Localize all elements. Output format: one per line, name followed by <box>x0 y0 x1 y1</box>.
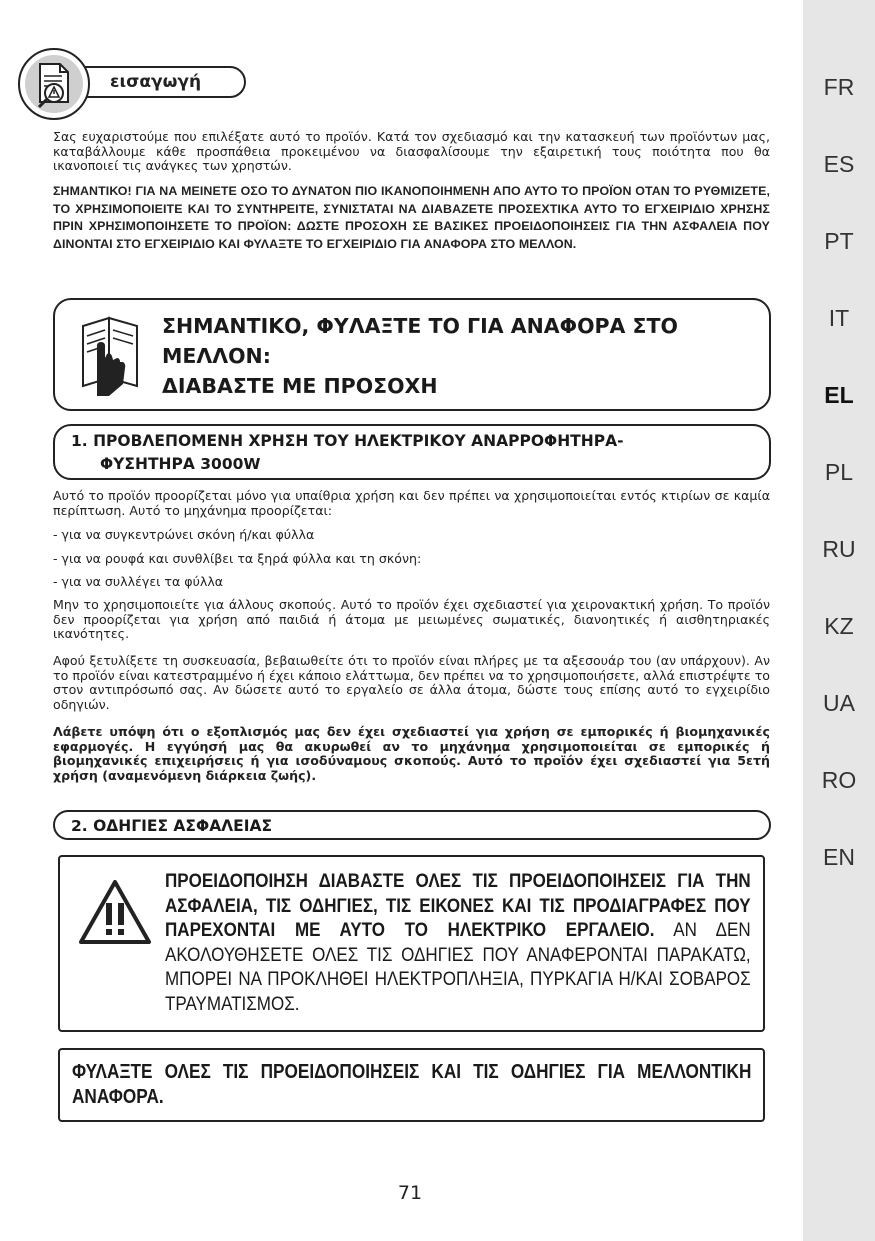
important-box-line-2: ΜΕΛΛΟΝ: <box>162 344 271 368</box>
lang-tab-el[interactable]: EL <box>824 382 854 408</box>
important-box-line-3: ΔΙΑΒΑΣΤΕ ΜΕ ΠΡΟΣΟΧΗ <box>162 374 438 398</box>
lang-tab-es[interactable]: ES <box>823 151 855 177</box>
language-sidebar <box>803 0 875 1241</box>
section-1-paragraph-1: Αυτό το προϊόν προορίζεται μόνο για υπαίθρια χρήση και δεν πρέπει να χρησιμοποιείται εντός κτιρίων σε καμία περίπτωση. Αυτό το μηχάνημα προορίζεται: <box>53 488 770 518</box>
section-2-header <box>53 810 771 840</box>
intro-thanks-paragraph: Σας ευχαριστούμε που επιλέξατε αυτό το προϊόν. Κατά τον σχεδιασμό και την κατασκευή των προϊόντων μας, καταβάλλουμε κάθε προσπάθεια προκειμένου να διασφαλίσουμε την εξαιρετική τους ποιότητα που θα ικανοποιεί τις ανάγκες των χρηστών. <box>53 129 770 174</box>
keep-instructions-box <box>58 1048 765 1122</box>
lang-tab-ru[interactable]: RU <box>822 536 856 562</box>
lang-tab-fr[interactable]: FR <box>823 74 855 100</box>
lang-tab-ua[interactable]: UA <box>823 690 855 716</box>
section-1-paragraph-4: Λάβετε υπόψη ότι ο εξοπλισμός μας δεν έχει σχεδιαστεί για χρήση σε εμπορικές ή βιομηχανικές εφαρμογές. Η εγγύησή μας θα ακυρωθεί αν το μηχάνημα χρησιμοποιείται σε εμπορικές ή βιομηχανικές επιχειρήσεις ή για ισοδύναμους σκοπούς. Αυτό το προϊόν έχει σχεδιαστεί για 5ετή χρήση (αναμενόμενη διάρκεια ζωής). <box>53 724 770 783</box>
lang-tab-it[interactable]: IT <box>828 305 850 331</box>
bullet-item: - για να συγκεντρώνει σκόνη ή/και φύλλα <box>53 527 315 542</box>
intro-pill <box>68 66 246 98</box>
safety-warning-text: ΠΡΟΕΙΔΟΠΟΙΗΣΗ ΔΙΑΒΑΣΤΕ ΟΛΕΣ ΤΙΣ ΠΡΟΕΙΔΟΠΟΙΗΣΕΙΣ ΓΙΑ ΤΗΝ ΑΣΦΑΛΕΙΑ, ΤΙΣ ΟΔΗΓΙΕΣ, ΤΙΣ ΕΙΚΟΝΕΣ ΚΑΙ ΤΙΣ ΠΡΟΔΙΑΓΡΑΦΕΣ ΠΟΥ ΠΑΡΕΧΟΝΤΑΙ ΜΕ ΑΥΤΟ ΤΟ ΗΛΕΚΤΡΙΚΟ ΕΡΓΑΛΕΙΟ. ΑΝ ΔΕΝ ΑΚΟΛΟΥΘΗΣΕΤΕ ΟΛΕΣ ΤΙΣ ΟΔΗΓΙΕΣ ΠΟΥ ΑΝΑΦΕΡΟΝΤΑΙ ΠΑΡΑΚΑΤΩ, ΜΠΟΡΕΙ ΝΑ ΠΡΟΚΛΗΘΕΙ ΗΛΕΚΤΡΟΠΛΗΞΙΑ, ΠΥΡΚΑΓΙΑ Η/ΚΑΙ ΣΟΒΑΡΟΣ ΤΡΑΥΜΑΤΙΣΜΟΣ. <box>165 870 751 1015</box>
reading-manual-icon <box>77 312 147 402</box>
important-box-line-1: ΣΗΜΑΝΤΙΚΟ, ΦΥΛΑΞΤΕ ΤΟ ΓΙΑ ΑΝΑΦΟΡΑ ΣΤΟ <box>162 314 678 338</box>
document-warning-icon <box>18 48 90 120</box>
lang-tab-kz[interactable]: KZ <box>824 613 854 639</box>
warning-triangle-icon <box>78 879 152 945</box>
lang-tab-en[interactable]: EN <box>823 844 855 870</box>
section-1-title-line-1: 1. ΠΡΟΒΛΕΠΟΜΕΝΗ ΧΡΗΣΗ ΤΟΥ ΗΛΕΚΤΡΙΚΟΥ ΑΝΑΡΡΟΦΗΤΗΡΑ- <box>71 432 624 450</box>
keep-instructions-text: ΦΥΛΑΞΤΕ ΟΛΕΣ ΤΙΣ ΠΡΟΕΙΔΟΠΟΙΗΣΕΙΣ ΚΑΙ ΤΙΣ ΟΔΗΓΙΕΣ ΓΙΑ ΜΕΛΛΟΝΤΙΚΗ ΑΝΑΦΟΡΑ. <box>72 1061 752 1108</box>
bullet-item: - για να συλλέγει τα φύλλα <box>53 574 224 589</box>
lang-tab-pt[interactable]: PT <box>824 228 854 254</box>
intro-important-paragraph: ΣΗΜΑΝΤΙΚΟ! ΓΙΑ ΝΑ ΜΕΙΝΕΤΕ ΟΣΟ ΤΟ ΔΥΝΑΤΟΝ ΠΙΟ ΙΚΑΝΟΠΟΙΗΜΕΝΗ ΑΠΟ ΑΥΤΟ ΤΟ ΠΡΟΪΟΝ ΟΤΑΝ ΤΟ ΡΥΘΜΙΖΕΤΕ, ΤΟ ΧΡΗΣΙΜΟΠΟΙΕΙΤΕ ΚΑΙ ΤΟ ΣΥΝΤΗΡΕΙΤΕ, ΣΥΝΙΣΤΑΤΑΙ ΝΑ ΔΙΑΒΑΖΕΤΕ ΠΡΟΣΕΧΤΙΚΑ ΑΥΤΟ ΤΟ ΕΓΧΕΙΡΙΔΙΟ ΧΡΗΣΗΣ ΠΡΙΝ ΧΡΗΣΙΜΟΠΟΙΗΣΕΤΕ ΤΟ ΠΡΟΪΟΝ: ΔΩΣΤΕ ΠΡΟΣΟΧΗ ΣΕ ΒΑΣΙΚΕΣ ΠΡΟΕΙΔΟΠΟΙΗΣΕΙΣ ΓΙΑ ΤΗΝ ΑΣΦΑΛΕΙΑ ΠΟΥ ΔΙΝΟΝΤΑΙ ΣΤΟ ΕΓΧΕΙΡΙΔΙΟ ΚΑΙ ΦΥΛΑΞΤΕ ΤΟ ΕΓΧΕΙΡΙΔΙΟ ΓΙΑ ΑΝΑΦΟΡΑ ΣΤΟ ΜΕΛΛΟΝ. <box>53 184 770 251</box>
section-badge-intro <box>18 48 233 120</box>
page-number: 71 <box>397 1182 423 1204</box>
section-2-title: 2. ΟΔΗΓΙΕΣ ΑΣΦΑΛΕΙΑΣ <box>71 817 273 835</box>
section-1-header <box>53 424 771 480</box>
important-keep-box <box>53 298 771 411</box>
lang-tab-ro[interactable]: RO <box>821 767 857 793</box>
section-1-paragraph-3: Αφού ξετυλίξετε τη συσκευασία, βεβαιωθείτε ότι το προϊόν είναι πλήρες με τα αξεσουάρ του (αν υπάρχουν). Αν το προϊόν είναι κατεστραμμένο ή έχει κάποιο ελάττωμα, δεν πρέπει να το χρησιμοποιήσετε, αλλά επιστρέψτε το στον αντιπρόσωπό σας. Αν δώσετε αυτό το εργαλείο σε άλλα άτομα, δώστε τους επίσης αυτό το εγχειρίδιο οδηγιών. <box>53 653 770 712</box>
intro-title: εισαγωγή <box>110 72 202 92</box>
bullet-item: - για να ρουφά και συνθλίβει τα ξηρά φύλλα και τη σκόνη: <box>53 551 422 566</box>
section-1-title-line-2: ΦΥΣΗΤΗΡΑ 3000W <box>100 455 261 473</box>
section-1-paragraph-2: Μην το χρησιμοποιείτε για άλλους σκοπούς. Αυτό το προϊόν έχει σχεδιαστεί για χειρονακτική χρήση. Το προϊόν δεν προορίζεται για χρήση από παιδιά ή άτομα με μειωμένες σωματικές, διανοητικές ή αισθητηριακές ικανότητες. <box>53 597 770 642</box>
safety-warning-box <box>58 855 765 1032</box>
lang-tab-pl[interactable]: PL <box>824 459 854 485</box>
